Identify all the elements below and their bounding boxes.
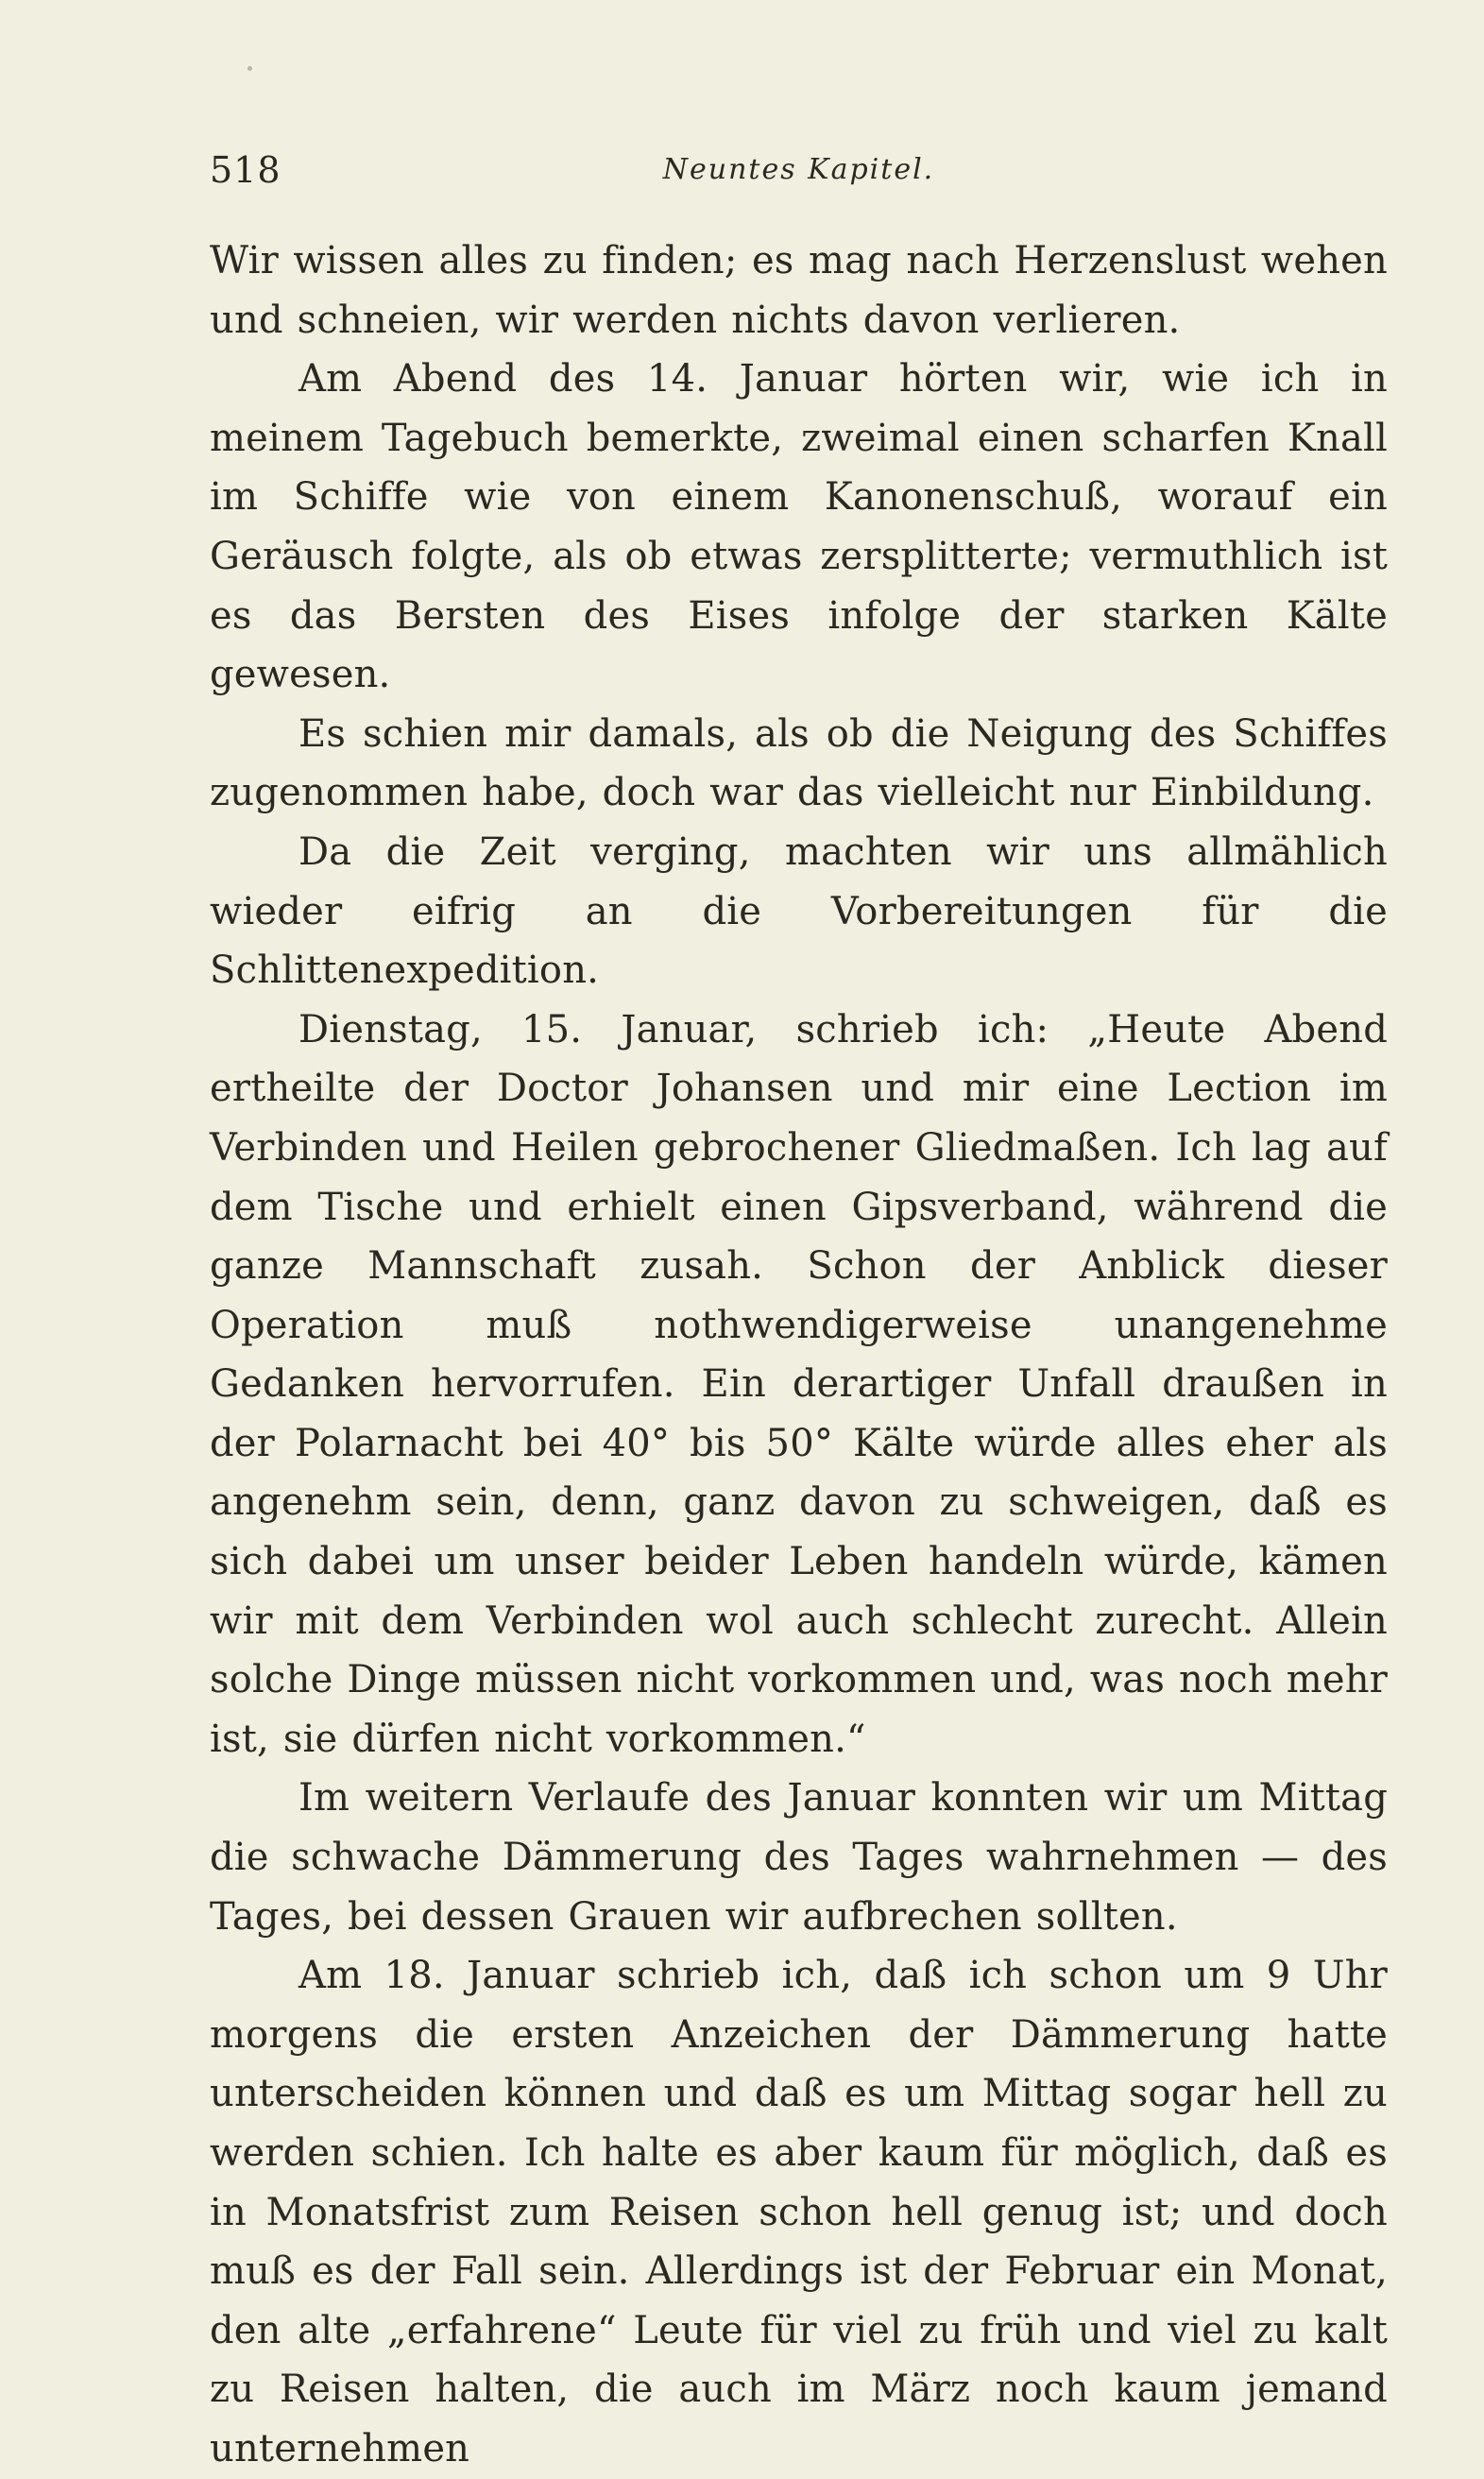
paper-speck: [247, 66, 252, 71]
page-header: [210, 149, 1388, 197]
paragraph-5: Dienstag, 15. Januar, schrieb ich: „Heute Abend ertheilte der Doctor Johansen und mir eine Lection im Verbinden und Heilen gebrochener Gliedmaßen. Ich lag auf dem Tische und erhielt einen Gipsverband, während die ganze Mannschaft zusah. Schon der Anblick dieser Operation muß nothwendigerweise unangenehme Gedanken hervorrufen. Ein derartiger Unfall draußen in der Polarnacht bei 40° bis 50° Kälte würde alles eher als angenehm sein, denn, ganz davon zu schweigen, daß es sich dabei um unser beider Leben handeln würde, kämen wir mit dem Verbinden wol auch schlecht zurecht. Allein solche Dinge müssen nicht vorkommen und, was noch mehr ist, sie dürfen nicht vorkommen.“: [210, 1007, 1388, 1761]
running-title: Neuntes Kapitel.: [662, 153, 935, 186]
paragraph-7: Am 18. Januar schrieb ich, daß ich schon um 9 Uhr morgens die ersten Anzeichen der Dämmerung hatte unterscheiden können und daß es um Mittag sogar hell zu werden schien. Ich halte es aber kaum für möglich, daß es in Monatsfrist zum Reisen schon hell genug ist; und doch muß es der Fall sein. Allerdings ist der Februar ein Monat, den alte „erfahrene“ Leute für viel zu früh und viel zu kalt zu Reisen halten, die auch im März noch kaum jemand unternehmen: [210, 1954, 1388, 2470]
paragraph-3: Es schien mir damals, als ob die Neigung des Schiffes zugenommen habe, doch war das vielleicht nur Einbildung.: [210, 711, 1388, 815]
body-text: [210, 231, 1388, 2479]
paragraph-1: Wir wissen alles zu finden; es mag nach Herzenslust wehen und schneien, wir werden nichts davon verlieren.: [210, 239, 1388, 342]
page-number: 518: [210, 149, 281, 191]
paragraph-6: Im weitern Verlaufe des Januar konnten wir um Mittag die schwache Dämmerung des Tages wahrnehmen — des Tages, bei dessen Grauen wir aufbrechen sollten.: [210, 1776, 1388, 1939]
paragraph-4: Da die Zeit verging, machten wir uns allmählich wieder eifrig an die Vorbereitungen für die Schlittenexpedition.: [210, 829, 1388, 993]
paragraph-2: Am Abend des 14. Januar hörten wir, wie ich in meinem Tagebuch bemerkte, zweimal einen scharfen Knall im Schiffe wie von einem Kanonenschuß, worauf ein Geräusch folgte, als ob etwas zersplitterte; vermuthlich ist es das Bersten des Eises infolge der starken Kälte gewesen.: [210, 357, 1388, 697]
